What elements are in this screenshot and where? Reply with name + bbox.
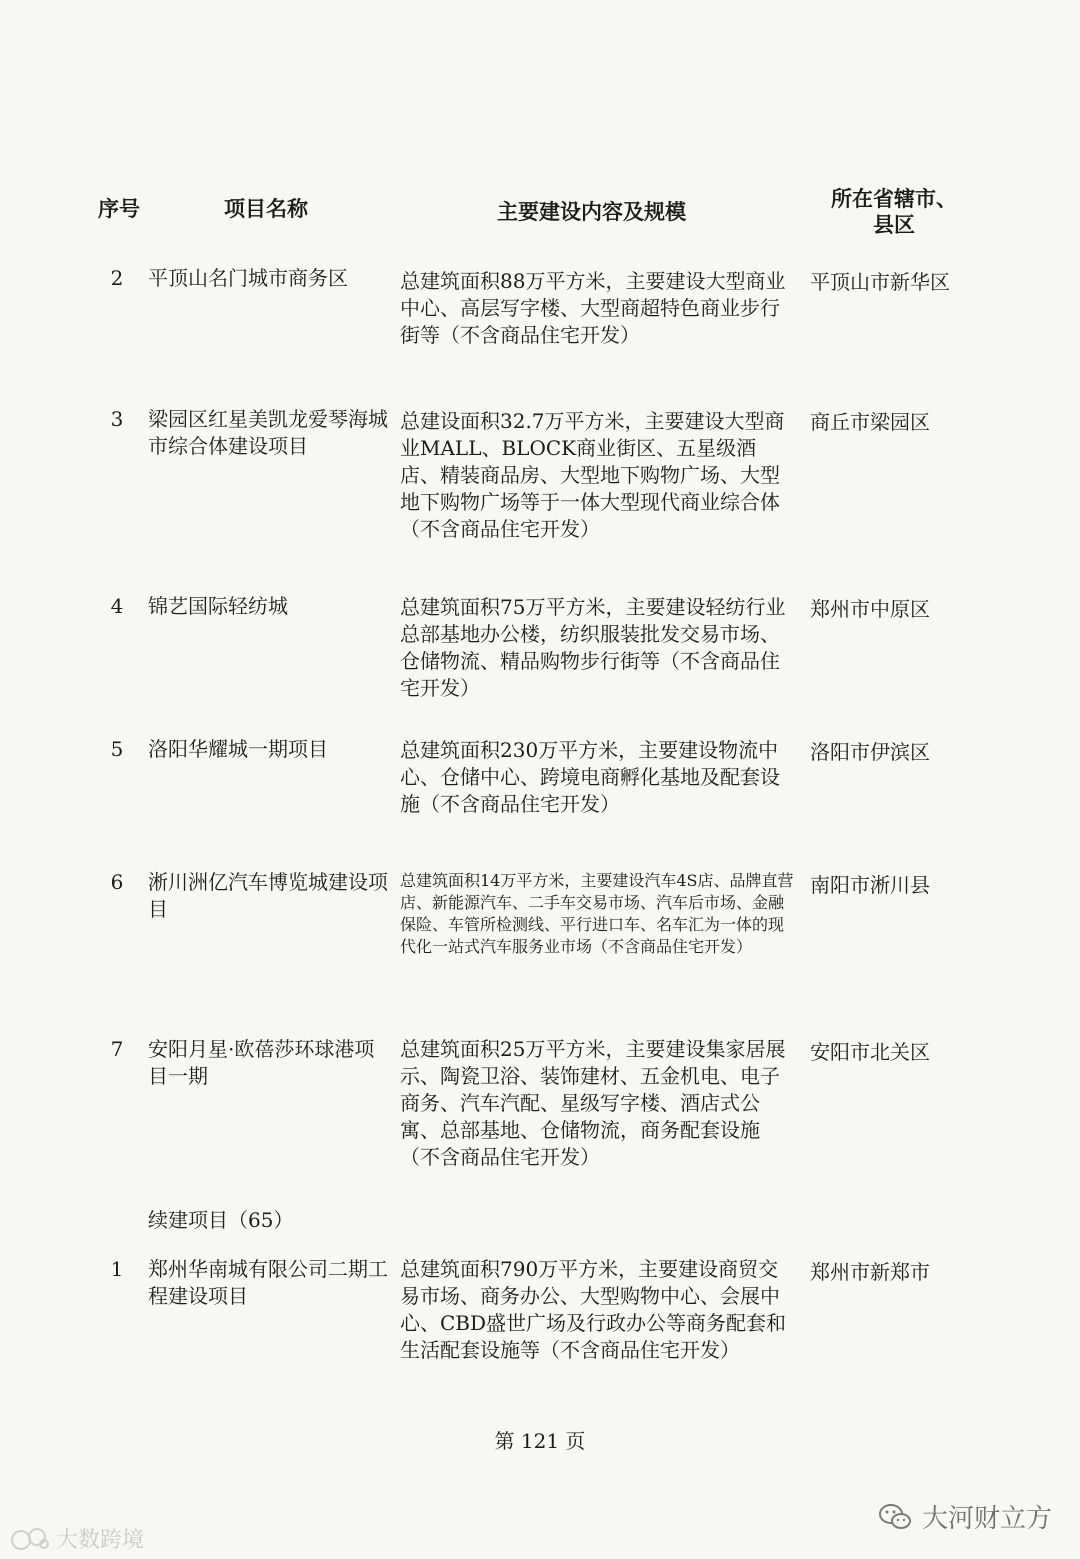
row-description: 总建筑面积790万平方米，主要建设商贸交易市场、商务办公、大型购物中心、会展中心、CBD盛世广场及行政办公等商务配套和生活配套设施等（不含商品住宅开发） bbox=[400, 1257, 787, 1362]
row-project-name: 安阳月星·欧蓓莎环球港项目一期 bbox=[148, 1037, 375, 1088]
row-number: 7 bbox=[110, 1037, 124, 1061]
row-project-name: 梁园区红星美凯龙爱琴海城市综合体建设项目 bbox=[148, 407, 388, 458]
row-project-name: 郑州华南城有限公司二期工程建设项目 bbox=[148, 1257, 388, 1308]
row-location: 洛阳市伊滨区 bbox=[810, 740, 930, 764]
header-col-num: 序号 bbox=[98, 196, 140, 221]
row-description: 总建筑面积25万平方米，主要建设集家居展示、陶瓷卫浴、装饰建材、五金机电、电子商务、汽车汽配、星级写字楼、酒店式公寓、总部基地、仓储物流，商务配套设施（不含商品住宅开发） bbox=[400, 1037, 786, 1169]
row-project-name: 锦艺国际轻纺城 bbox=[148, 594, 288, 618]
row-location: 平顶山市新华区 bbox=[810, 270, 950, 294]
watermark-logo-icon bbox=[10, 1526, 50, 1552]
watermark-left-text: 大数跨境 bbox=[56, 1528, 145, 1553]
wechat-icon bbox=[878, 1502, 912, 1532]
page-number: 第 121 页 bbox=[494, 1429, 586, 1453]
row-description: 总建筑面积230万平方米，主要建设物流中心、仓储中心、跨境电商孵化基地及配套设施（不含商品住宅开发） bbox=[400, 738, 780, 816]
section-heading: 续建项目（65） bbox=[148, 1208, 294, 1232]
row-location: 郑州市新郑市 bbox=[810, 1260, 930, 1284]
row-number: 2 bbox=[110, 266, 124, 290]
row-number: 4 bbox=[110, 594, 124, 618]
row-description: 总建筑面积88万平方米，主要建设大型商业中心、高层写字楼、大型商超特色商业步行街等（不含商品住宅开发） bbox=[400, 269, 786, 347]
row-number: 3 bbox=[110, 407, 124, 431]
watermark-right bbox=[878, 1498, 1052, 1535]
row-location: 郑州市中原区 bbox=[810, 597, 930, 621]
row-description: 总建筑面积14万平方米，主要建设汽车4S店、品牌直营店、新能源汽车、二手车交易市场、汽车后市场、金融保险、车管所检测线、平行进口车、名车汇为一体的现代化一站式汽车服务业市场（不含商品住宅开发） bbox=[400, 871, 794, 956]
row-description: 总建筑面积75万平方米，主要建设轻纺行业总部基地办公楼，纺织服装批发交易市场、仓储物流、精品购物步行街等（不含商品住宅开发） bbox=[400, 595, 786, 700]
header-col-desc: 主要建设内容及规模 bbox=[497, 199, 686, 224]
row-location: 南阳市淅川县 bbox=[810, 873, 930, 897]
header-col-loc: 所在省辖市、县区 bbox=[831, 186, 957, 237]
row-location: 商丘市梁园区 bbox=[810, 410, 930, 434]
header-col-name: 项目名称 bbox=[224, 196, 308, 221]
row-number: 6 bbox=[110, 870, 124, 894]
row-number: 5 bbox=[110, 737, 124, 761]
row-project-name: 淅川洲亿汽车博览城建设项目 bbox=[148, 870, 388, 921]
row-number: 1 bbox=[110, 1257, 124, 1281]
row-project-name: 平顶山名门城市商务区 bbox=[148, 266, 348, 290]
row-location: 安阳市北关区 bbox=[810, 1040, 930, 1064]
row-project-name: 洛阳华耀城一期项目 bbox=[148, 737, 328, 761]
watermark-left bbox=[10, 1523, 144, 1554]
watermark-right-text: 大河财立方 bbox=[922, 1504, 1053, 1534]
row-description: 总建设面积32.7万平方米，主要建设大型商业MALL、BLOCK商业街区、五星级酒店、精装商品房、大型地下购物广场、大型地下购物广场等于一体大型现代商业综合体（不含商品住宅开发） bbox=[400, 409, 785, 541]
